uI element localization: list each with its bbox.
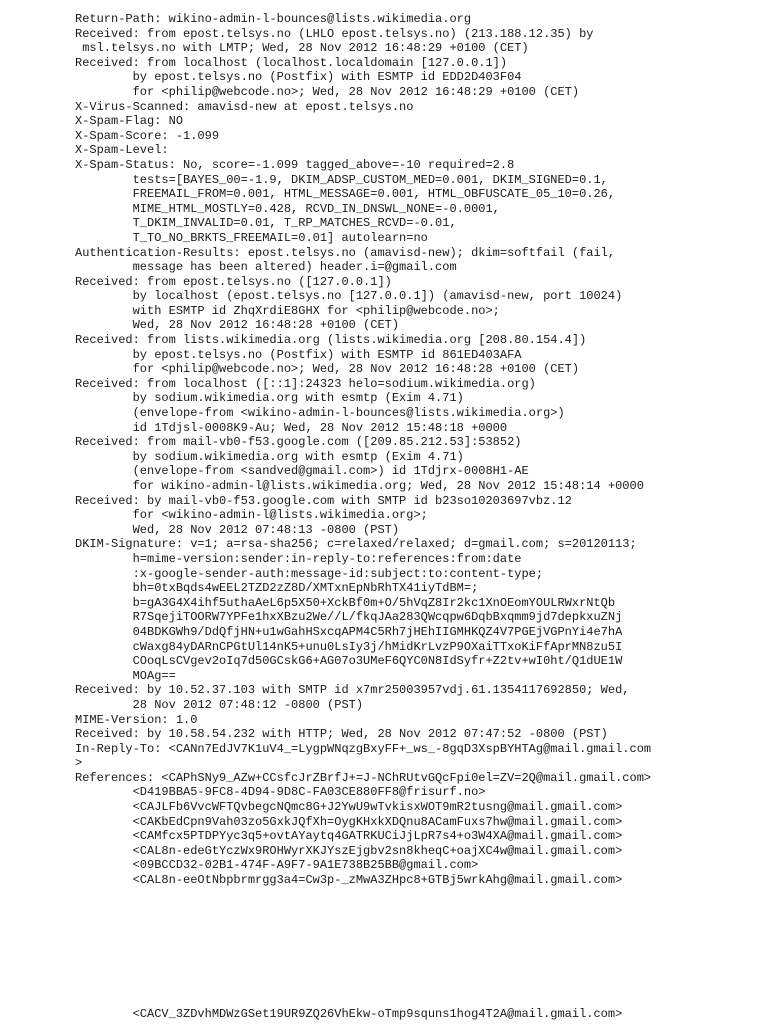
header-line: Received: from localhost ([::1]:24323 helo=sodium.wikimedia.org) xyxy=(75,376,536,391)
header-line: Received: by 10.58.54.232 with HTTP; Wed, 28 Nov 2012 07:47:52 -0800 (PST) xyxy=(75,727,608,742)
header-line: Received: by 10.52.37.103 with SMTP id x7mr25003957vdj.61.1354117692850; Wed, xyxy=(75,683,630,698)
header-line: <09BCCD32-02B1-474F-A9F7-9A1E738B25BB@gmail.com> xyxy=(75,858,479,873)
header-line: for wikino-admin-l@lists.wikimedia.org; Wed, 28 Nov 2012 15:48:14 +0000 xyxy=(75,479,644,493)
header-line: <CAJLFb6VvcWFTQvbegcNQmc8G+J2YwU9wTvkisxWOT9mR2tusng@mail.gmail.com> xyxy=(75,800,623,815)
header-line: for <philip@webcode.no>; Wed, 28 Nov 2012 16:48:29 +0100 (CET) xyxy=(75,84,580,99)
header-line: > xyxy=(75,756,83,771)
header-line: msl.telsys.no with LMTP; Wed, 28 Nov 2012 16:48:29 +0100 (CET) xyxy=(75,41,529,56)
header-line: FREEMAIL_FROM=0.001, HTML_MESSAGE=0.001, HTML_OBFUSCATE_05_10=0.26, xyxy=(75,187,616,202)
header-line: <CAL8n-eeOtNbpbrmrgg3a4=Cw3p-_zMwA3ZHpc8+GTBj5wrkAhg@mail.gmail.com> xyxy=(75,873,623,888)
header-line: h=mime-version:sender:in-reply-to:references:from:date xyxy=(75,551,522,566)
header-line: bh=0txBqds4wEEL2TZD2zZ8D/XMTxnEpNbRhTX41iyTdBM=; xyxy=(75,581,479,596)
header-line: Received: from localhost (localhost.localdomain [127.0.0.1]) xyxy=(75,55,508,70)
header-line: Wed, 28 Nov 2012 07:48:13 -0800 (PST) xyxy=(75,522,400,537)
header-line: COoqLsCVgev2oIq7d50GCskG6+AG07o3UMeF6QYC0N8IdSyfr+Z2tv+wI0ht/Q1dUE1W xyxy=(75,654,623,669)
header-line: T_DKIM_INVALID=0.01, T_RP_MATCHES_RCVD=-0.01, xyxy=(75,216,457,231)
header-line: R7SqejiTOORW7YPFe1hxXBzu2We//L/fkqJAa283QWcqpw6DqbBxqmm9jd7depkxuZNj xyxy=(75,610,623,625)
header-line: Received: by mail-vb0-f53.google.com with SMTP id b23so10203697vbz.12 xyxy=(75,493,572,508)
header-line: for <wikino-admin-l@lists.wikimedia.org>; xyxy=(75,508,428,523)
header-line: Received: from epost.telsys.no ([127.0.0.1]) xyxy=(75,274,392,289)
header-line: for <philip@webcode.no>; Wed, 28 Nov 2012 16:48:28 +0100 (CET) xyxy=(75,362,580,377)
header-line: MIME-Version: 1.0 xyxy=(75,712,198,727)
header-line: Wed, 28 Nov 2012 16:48:28 +0100 (CET) xyxy=(75,318,400,333)
header-line: Received: from lists.wikimedia.org (lists.wikimedia.org [208.80.154.4]) xyxy=(75,333,587,348)
header-line: b=gA3G4X4ihf5uthaAeL6p5X50+XckBf0m+O/5hVqZ8Ir2kc1XnOEomYOULRWxrNtQb xyxy=(75,595,616,610)
header-line: MOAg== xyxy=(75,668,176,683)
header-line: with ESMTP id ZhqXrdiE8GHX for <philip@webcode.no>; xyxy=(75,303,500,318)
header-line: X-Spam-Score: -1.099 xyxy=(75,128,220,143)
header-line: <CAKbEdCpn9Vah03zo5GxkJQfXh=OygKHxkXDQnu8ACamFuxs7hw@mail.gmail.com> xyxy=(75,814,623,829)
header-line: :x-google-sender-auth:message-id:subject:to:content-type; xyxy=(75,566,544,581)
header-line: <D419BBA5-9FC8-4D94-9D8C-FA03CE880FF8@frisurf.no> xyxy=(75,785,486,800)
header-line: X-Spam-Status: No, score=-1.099 tagged_above=-10 required=2.8 xyxy=(75,157,515,172)
header-line: X-Spam-Level: xyxy=(75,143,169,158)
header-line: Received: from epost.telsys.no (LHLO epost.telsys.no) (213.188.12.35) by xyxy=(75,26,594,41)
header-line: id 1Tdjsl-0008K9-Au; Wed, 28 Nov 2012 15:48:18 +0000 xyxy=(75,420,508,435)
header-line: <CACV_3ZDvhMDWzGSet19UR9ZQ26VhEkw-oTmp9squns1hog4T2A@mail.gmail.com> xyxy=(75,1007,623,1021)
header-line: by epost.telsys.no (Postfix) with ESMTP id EDD2D403F04 xyxy=(75,70,522,85)
header-line: 28 Nov 2012 07:48:12 -0800 (PST) xyxy=(75,697,364,712)
header-line: In-Reply-To: <CANn7EdJV7K1uV4_=LygpWNqzgBxyFF+_ws_-8gqD3XspBYHTAg@mail.gmail.com xyxy=(75,741,652,756)
references-tail xyxy=(75,1007,622,1022)
header-line: Authentication-Results: epost.telsys.no (amavisd-new); dkim=softfail (fail, xyxy=(75,245,616,260)
header-line: <CAMfcx5PTDPYyc3q5+ovtAYaytq4GATRKUCiJjLpR7s4+o3W4XA@mail.gmail.com> xyxy=(75,829,623,844)
header-line: X-Virus-Scanned: amavisd-new at epost.telsys.no xyxy=(75,99,414,114)
header-line: message has been altered) header.i=@gmail.com xyxy=(75,260,457,275)
header-line: by localhost (epost.telsys.no [127.0.0.1]) (amavisd-new, port 10024) xyxy=(75,289,623,304)
header-line: T_TO_NO_BRKTS_FREEMAIL=0.01] autolearn=no xyxy=(75,230,428,245)
header-line: by epost.telsys.no (Postfix) with ESMTP id 861ED403AFA xyxy=(75,347,522,362)
header-line: DKIM-Signature: v=1; a=rsa-sha256; c=relaxed/relaxed; d=gmail.com; s=20120113; xyxy=(75,537,637,552)
header-line: Return-Path: wikino-admin-l-bounces@lists.wikimedia.org xyxy=(75,12,472,26)
header-line: (envelope-from <sandved@gmail.com>) id 1Tdjrx-0008H1-AE xyxy=(75,464,529,479)
header-line: by sodium.wikimedia.org with esmtp (Exim 4.71) xyxy=(75,449,464,464)
header-line: (envelope-from <wikino-admin-l-bounces@lists.wikimedia.org>) xyxy=(75,406,565,421)
header-line: MIME_HTML_MOSTLY=0.428, RCVD_IN_DNSWL_NONE=-0.0001, xyxy=(75,201,500,216)
header-line: Received: from mail-vb0-f53.google.com ([209.85.212.53]:53852) xyxy=(75,435,522,450)
header-line: cWaxg84yDARnCPGtUl14nK5+unu0LsIy3j/hMidKrLvzP9OXaiTTxoKiFfAprMN8zu5I xyxy=(75,639,623,654)
header-line: 04BDKGWh9/DdQfjHN+u1wGahHSxcqAPM4C5Rh7jHEhIIGMHKQZ4V7PGEjVGPnYi4e7hA xyxy=(75,624,623,639)
email-headers xyxy=(75,12,755,888)
header-line: by sodium.wikimedia.org with esmtp (Exim 4.71) xyxy=(75,391,464,406)
header-line: <CAL8n-edeGtYczWx9ROHWyrXKJYszEjgbv2sn8kheqC+oajXC4w@mail.gmail.com> xyxy=(75,843,623,858)
header-line: X-Spam-Flag: NO xyxy=(75,114,184,129)
header-line: tests=[BAYES_00=-1.9, DKIM_ADSP_CUSTOM_MED=0.001, DKIM_SIGNED=0.1, xyxy=(75,172,608,187)
header-line: References: <CAPhSNy9_AZw+CCsfcJrZBrfJ+=J-NChRUtvGQcFpi0el=ZV=2Q@mail.gmail.com> xyxy=(75,770,652,785)
